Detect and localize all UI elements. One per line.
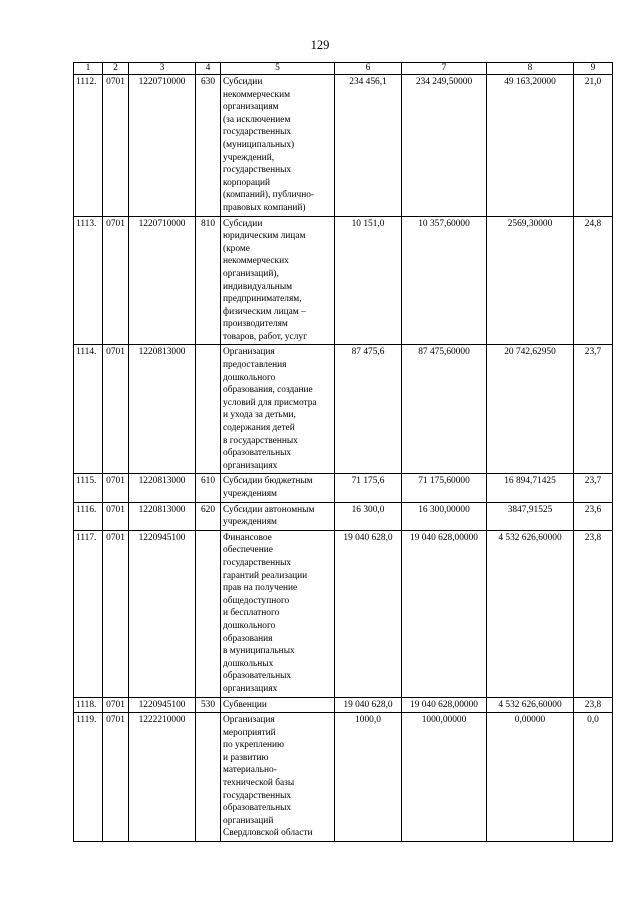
name-line: образовательных [223, 448, 292, 459]
name-line: и ухода за детьми, [223, 410, 296, 421]
execution-percent-cell: 23,7 [574, 345, 613, 474]
planned-amount-cell: 71 175,6 [335, 474, 402, 502]
executed-amount-cell: 0,00000 [487, 713, 574, 842]
name-line: Субсидии бюджетным [223, 476, 313, 487]
name-line: производителям [223, 319, 288, 330]
name-line: Свердловской области [223, 828, 313, 839]
executed-amount-cell: 4 532 626,60000 [487, 530, 574, 697]
name-line: предпринимателям, [223, 294, 302, 305]
target-code-cell: 1220813000 [129, 502, 196, 530]
execution-percent-cell: 23,8 [574, 697, 613, 713]
column-header-8: 8 [487, 63, 574, 75]
name-line: мероприятий [223, 727, 276, 738]
target-code-cell: 1220945100 [129, 530, 196, 697]
table-row [74, 530, 613, 697]
page-number: 129 [310, 38, 330, 52]
section-code-cell: 0701 [103, 502, 129, 530]
name-line: физическим лицам – [223, 306, 306, 317]
name-line: (за исключением [223, 114, 291, 125]
name-line: Организация [223, 347, 275, 358]
name-line: по укреплению [223, 740, 285, 751]
name-cell [221, 75, 335, 217]
name-line: образования [223, 633, 273, 644]
name-line: Субсидии [223, 77, 263, 87]
name-line: образовательных [223, 671, 292, 682]
name-line: и бесплатного [223, 608, 280, 619]
name-cell [221, 530, 335, 697]
planned-amount-cell: 19 040 628,0 [335, 530, 402, 697]
column-header-7: 7 [402, 63, 487, 75]
name-line: индивидуальным [223, 281, 293, 292]
name-cell [221, 474, 335, 502]
expense-type-cell: 620 [196, 502, 221, 530]
name-line: содержания детей [223, 423, 295, 434]
name-line: материально- [223, 765, 277, 776]
name-line: дошкольного [223, 372, 276, 383]
row-number-cell: 1119. [74, 713, 103, 842]
executed-amount-cell: 2569,30000 [487, 216, 574, 345]
section-code-cell: 0701 [103, 713, 129, 842]
name-line: гарантий реализации [223, 570, 308, 581]
approved-amount-cell: 1000,00000 [402, 713, 487, 842]
name-line: обеспечение [223, 545, 273, 556]
approved-amount-cell: 19 040 628,00000 [402, 697, 487, 713]
name-line: образовательных [223, 803, 292, 814]
name-cell [221, 502, 335, 530]
execution-percent-cell: 23,8 [574, 530, 613, 697]
name-line: дошкольных [223, 658, 274, 669]
name-cell [221, 345, 335, 474]
name-line: некоммерческих [223, 256, 289, 267]
name-line: условий для присмотра [223, 397, 317, 408]
row-number-cell: 1117. [74, 530, 103, 697]
name-line: в государственных [223, 435, 298, 446]
name-line: учреждениям [223, 517, 277, 528]
column-header-2: 2 [103, 63, 129, 75]
name-line: Субвенции [223, 699, 267, 710]
approved-amount-cell: 71 175,60000 [402, 474, 487, 502]
table-header-row [74, 63, 613, 75]
name-line: Субсидии [223, 218, 263, 229]
column-header-5: 5 [221, 63, 335, 75]
name-line: (кроме [223, 243, 250, 254]
row-number-cell: 1113. [74, 216, 103, 345]
name-line: некоммерческим [223, 89, 291, 100]
execution-percent-cell: 21,0 [574, 75, 613, 217]
name-line: корпораций [223, 177, 271, 188]
expense-type-cell [196, 713, 221, 842]
target-code-cell: 1220710000 [129, 75, 196, 217]
table-row [74, 75, 613, 217]
column-header-4: 4 [196, 63, 221, 75]
name-line: государственных [223, 127, 292, 138]
approved-amount-cell: 19 040 628,00000 [402, 530, 487, 697]
section-code-cell: 0701 [103, 75, 129, 217]
planned-amount-cell: 16 300,0 [335, 502, 402, 530]
table-row [74, 474, 613, 502]
name-line: Субсидии автономным [223, 504, 315, 515]
section-code-cell: 0701 [103, 345, 129, 474]
name-line: Финансовое [223, 532, 272, 543]
section-code-cell: 0701 [103, 216, 129, 345]
row-number-cell: 1115. [74, 474, 103, 502]
execution-percent-cell: 0,0 [574, 713, 613, 842]
column-header-9: 9 [574, 63, 613, 75]
section-code-cell: 0701 [103, 697, 129, 713]
approved-amount-cell: 10 357,60000 [402, 216, 487, 345]
name-line: организациях [223, 460, 278, 471]
name-cell [221, 713, 335, 842]
target-code-cell: 1222210000 [129, 713, 196, 842]
execution-percent-cell: 23,7 [574, 474, 613, 502]
table-row [74, 216, 613, 345]
table-row [74, 502, 613, 530]
name-line: учреждений, [223, 152, 275, 163]
name-line: Организация [223, 715, 275, 726]
name-line: (муниципальных) [223, 139, 295, 150]
table-row [74, 697, 613, 713]
target-code-cell: 1220813000 [129, 345, 196, 474]
section-code-cell: 0701 [103, 474, 129, 502]
planned-amount-cell: 234 456,1 [335, 75, 402, 217]
name-line: образования, создание [223, 385, 313, 396]
executed-amount-cell: 20 742,62950 [487, 345, 574, 474]
name-line: технической базы [223, 778, 295, 789]
executed-amount-cell: 4 532 626,60000 [487, 697, 574, 713]
expense-type-cell: 630 [196, 75, 221, 217]
name-line: правовых компаний) [223, 202, 306, 213]
planned-amount-cell: 87 475,6 [335, 345, 402, 474]
name-line: и развитию [223, 752, 269, 763]
expense-type-cell: 610 [196, 474, 221, 502]
table-row [74, 345, 613, 474]
planned-amount-cell: 1000,0 [335, 713, 402, 842]
name-line: прав на получение [223, 583, 298, 594]
planned-amount-cell: 19 040 628,0 [335, 697, 402, 713]
row-number-cell: 1112. [74, 75, 103, 217]
name-line: в муниципальных [223, 646, 295, 657]
name-line: организаций [223, 815, 274, 826]
table-body [74, 75, 613, 842]
execution-percent-cell: 24,8 [574, 216, 613, 345]
row-number-cell: 1118. [74, 697, 103, 713]
name-cell [221, 697, 335, 713]
target-code-cell: 1220710000 [129, 216, 196, 345]
name-line: государственных [223, 557, 292, 568]
approved-amount-cell: 16 300,00000 [402, 502, 487, 530]
row-number-cell: 1116. [74, 502, 103, 530]
executed-amount-cell: 16 894,71425 [487, 474, 574, 502]
column-header-1: 1 [74, 63, 103, 75]
table-row [74, 713, 613, 842]
name-line: юридическим лицам [223, 231, 306, 242]
approved-amount-cell: 87 475,60000 [402, 345, 487, 474]
budget-table [73, 62, 613, 842]
column-header-6: 6 [335, 63, 402, 75]
executed-amount-cell: 49 163,20000 [487, 75, 574, 217]
target-code-cell: 1220945100 [129, 697, 196, 713]
expense-type-cell: 810 [196, 216, 221, 345]
name-line: организаций), [223, 268, 279, 279]
approved-amount-cell: 234 249,50000 [402, 75, 487, 217]
name-cell [221, 216, 335, 345]
target-code-cell: 1220813000 [129, 474, 196, 502]
name-line: государственных [223, 790, 292, 801]
planned-amount-cell: 10 151,0 [335, 216, 402, 345]
execution-percent-cell: 23,6 [574, 502, 613, 530]
section-code-cell: 0701 [103, 530, 129, 697]
expense-type-cell: 530 [196, 697, 221, 713]
name-line: государственных [223, 165, 292, 176]
name-line: предоставления [223, 360, 287, 371]
name-line: организациям [223, 102, 279, 113]
name-line: учреждениям [223, 489, 277, 499]
expense-type-cell [196, 530, 221, 697]
name-line: дошкольного [223, 620, 276, 631]
name-line: организациях [223, 683, 278, 694]
column-header-3: 3 [129, 63, 196, 75]
expense-type-cell [196, 345, 221, 474]
name-line: общедоступного [223, 595, 290, 606]
name-line: товаров, работ, услуг [223, 331, 307, 342]
name-line: (компаний), публично- [223, 190, 315, 201]
executed-amount-cell: 3847,91525 [487, 502, 574, 530]
row-number-cell: 1114. [74, 345, 103, 474]
